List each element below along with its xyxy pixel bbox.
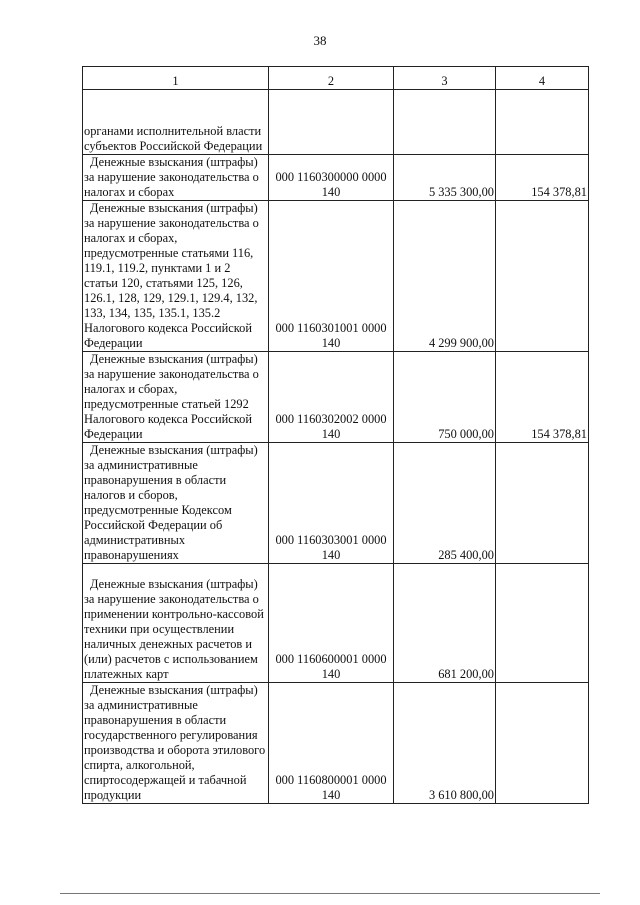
table-row (83, 352, 589, 443)
table-row (83, 155, 589, 201)
row-executed (496, 90, 589, 155)
page-number: 38 (313, 33, 327, 48)
row-executed (496, 683, 589, 804)
row-name-cell (83, 443, 269, 564)
header-row (83, 67, 589, 90)
column-header-2: 2 (269, 67, 394, 90)
row-name: Денежные взыскания (штрафы) за административные правонарушения в области государственного регулирования производства и оборота этилового спирта, алкогольной, спиртосодержащей и табачной продукции (84, 683, 266, 802)
row-code: 000 1160302002 0000 140 (269, 352, 394, 443)
table-row (83, 90, 589, 155)
column-header-3: 3 (394, 67, 496, 90)
row-executed (496, 201, 589, 352)
column-header-1: 1 (83, 67, 269, 90)
row-executed (496, 443, 589, 564)
row-name-cell (83, 352, 269, 443)
column-header-4: 4 (496, 67, 589, 90)
row-executed: 154 378,81 (496, 352, 589, 443)
row-code: 000 1160303001 0000 140 (269, 443, 394, 564)
row-name-cell (83, 564, 269, 683)
row-code (269, 90, 394, 155)
row-name: Денежные взыскания (штрафы) за нарушение законодательства о налогах и сборах (84, 155, 259, 199)
row-code: 000 1160301001 0000 140 (269, 201, 394, 352)
row-name: Денежные взыскания (штрафы) за нарушение законодательства о налогах и сборах, предусмотренные статьей 1292 Налогового кодекса Российской Федерации (84, 352, 259, 441)
revenue-table (82, 66, 589, 804)
page-bottom-rule (60, 893, 600, 894)
row-name-cell (83, 90, 269, 155)
row-amount: 5 335 300,00 (394, 155, 496, 201)
row-amount: 285 400,00 (394, 443, 496, 564)
row-amount: 750 000,00 (394, 352, 496, 443)
table-row (83, 201, 589, 352)
row-name-cell (83, 683, 269, 804)
row-amount (394, 90, 496, 155)
row-name-cell (83, 155, 269, 201)
row-amount: 3 610 800,00 (394, 683, 496, 804)
row-name-cell (83, 201, 269, 352)
row-name: Денежные взыскания (штрафы) за нарушение законодательства о применении контрольно-кассовой техники при осуществлении наличных денежных расчетов и (или) расчетов с использованием платежных карт (84, 577, 264, 681)
row-executed: 154 378,81 (496, 155, 589, 201)
row-name: Денежные взыскания (штрафы) за нарушение законодательства о налогах и сборах, предусмотренные статьями 116, 119.1, 119.2, пунктами 1 и 2 статьи 120, статьями 125, 126, 126.1, 128, 129, 129.1, 129.4, 132, 133, 134, 135, 135.1, 135.2 Налогового кодекса Российской Федерации (84, 201, 259, 350)
table-row (83, 564, 589, 683)
row-code: 000 1160600001 0000 140 (269, 564, 394, 683)
row-executed (496, 564, 589, 683)
table-row (83, 443, 589, 564)
row-name: Денежные взыскания (штрафы) за административные правонарушения в области налогов и сборов, предусмотренные Кодексом Российской Федерации об административных правонарушениях (84, 443, 258, 562)
table-row (83, 683, 589, 804)
row-code: 000 1160800001 0000 140 (269, 683, 394, 804)
row-amount: 681 200,00 (394, 564, 496, 683)
row-amount: 4 299 900,00 (394, 201, 496, 352)
row-code: 000 1160300000 0000 140 (269, 155, 394, 201)
row-name: органами исполнительной власти субъектов Российской Федерации (84, 124, 263, 153)
